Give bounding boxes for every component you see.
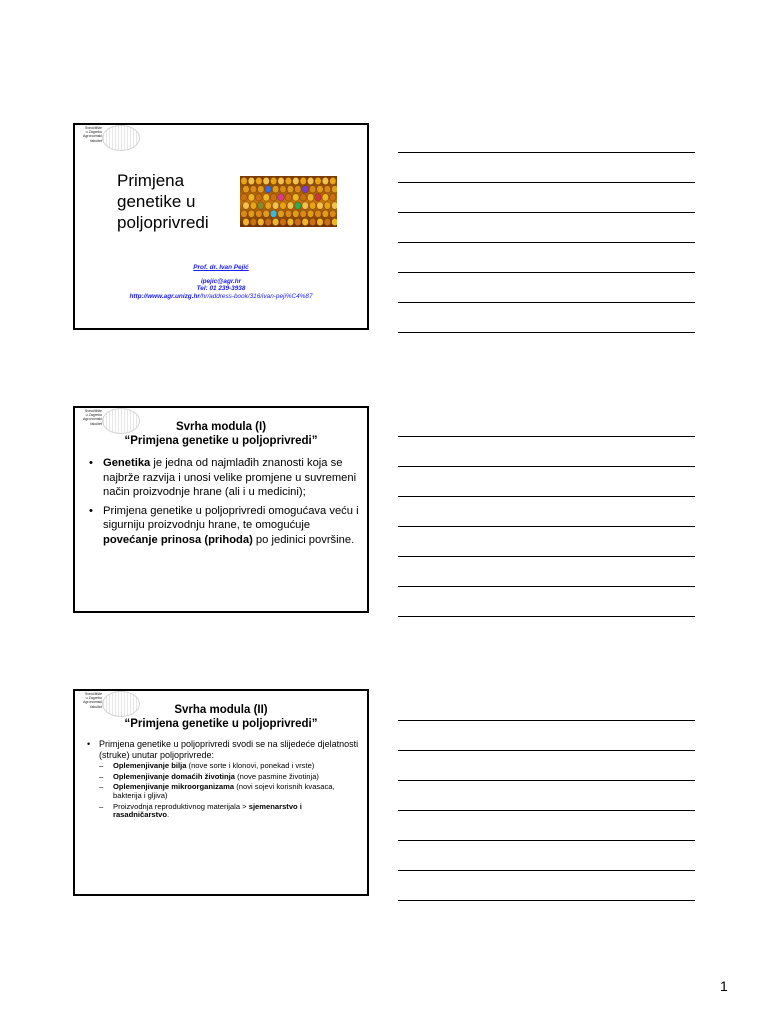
corn-kernel (302, 218, 309, 225)
note-line (398, 242, 695, 243)
heading-line: Svrha modula (I) (175, 421, 267, 433)
note-line (398, 616, 695, 617)
bullet-text: po jedinici površine. (252, 533, 355, 546)
corn-kernel (309, 218, 316, 225)
corn-kernel (330, 210, 337, 217)
corn-kernel (243, 218, 250, 225)
corn-kernel (307, 177, 314, 184)
corn-kernel (293, 194, 300, 201)
title-line: Primjena (117, 171, 185, 190)
bullet-text: je jedna od najmlađih znanosti koja se najbrže razvija i unosi velike promjene u suvremeni način proizvodnje hrane (ali i u medicini); (103, 457, 357, 499)
bullet-bold-text: povećanje prinosa (prihoda) (103, 533, 253, 546)
heading-line: Svrha modula (II) (174, 704, 268, 716)
corn-kernel (330, 177, 337, 184)
note-line (398, 302, 695, 303)
logo-line: Agronomski (83, 417, 102, 422)
corn-kernel (324, 186, 331, 193)
corn-kernel (293, 177, 300, 184)
logo-line: Sveučilište (84, 126, 102, 130)
corn-kernel (263, 177, 270, 184)
sub-item-text: . (167, 810, 170, 820)
corn-kernel (280, 186, 287, 193)
presentation-title (117, 170, 209, 233)
note-line (398, 810, 695, 811)
corn-kernel (324, 218, 331, 225)
note-line (398, 586, 695, 587)
corn-kernel (287, 202, 294, 209)
corn-kernel (332, 202, 338, 209)
corn-kernel (307, 194, 314, 201)
corn-kernel (265, 186, 272, 193)
sub-item (87, 762, 359, 771)
sub-item-bold: Oplemenjivanje bilja (113, 761, 187, 771)
note-line (398, 152, 695, 153)
corn-kernel (241, 194, 248, 201)
sub-item-text: Proizvodnja reproduktivnog materijala > (113, 801, 249, 811)
corn-kernel (309, 186, 316, 193)
sub-item-text: (nove pasmine životinja) (234, 771, 319, 781)
corn-kernel (309, 202, 316, 209)
corn-kernel (332, 186, 338, 193)
note-line (398, 496, 695, 497)
university-logo-text (76, 126, 102, 143)
sub-item (87, 803, 359, 820)
bullet-text: Primjena genetike u poljoprivredi svodi se na slijedeće djelatnosti (struke) unutar poljoprivrede: (99, 739, 359, 760)
corn-kernel (258, 202, 265, 209)
note-line (398, 840, 695, 841)
corn-kernel (295, 202, 302, 209)
corn-kernel (250, 218, 257, 225)
url-domain[interactable]: http://www.agr.unizg.hr (129, 292, 200, 300)
slide-3 (73, 689, 369, 896)
note-line (398, 332, 695, 333)
slide-heading (75, 703, 367, 731)
corn-kernel (322, 177, 329, 184)
url-path[interactable]: /hr/address-book/316/ivan-peji%C4%87 (199, 292, 313, 300)
corn-kernel (270, 194, 277, 201)
note-line (398, 900, 695, 901)
slide-1 (73, 123, 369, 330)
corn-kernel (307, 210, 314, 217)
sub-item-bold: Oplemenjivanje domaćih životinja (113, 771, 235, 781)
logo-line: u Zagrebu (85, 130, 102, 135)
bullet-text: Primjena genetike u poljoprivredi omogućava veću i sigurniju proizvodnju hrane, te omogućuje (103, 504, 359, 532)
corn-kernel (263, 210, 270, 217)
heading-line: “Primjena genetike u poljoprivredi” (124, 718, 318, 730)
title-line: poljoprivredi (117, 213, 209, 232)
note-line (398, 272, 695, 273)
bullet-icon: • (89, 504, 93, 517)
sub-item (87, 783, 359, 800)
corn-kernel (250, 202, 257, 209)
bullet-icon: • (89, 457, 93, 469)
bullet-bold-text: Genetika (103, 457, 151, 469)
corn-kernel (300, 194, 307, 201)
note-line (398, 466, 695, 467)
corn-kernel (285, 194, 292, 201)
corn-kernel (285, 177, 292, 184)
corn-kernel (315, 194, 322, 201)
note-line (398, 212, 695, 213)
corn-kernel (270, 177, 277, 184)
corn-kernel (243, 202, 250, 209)
corn-kernel (278, 210, 285, 217)
corn-kernel (295, 186, 302, 193)
corn-kernel (302, 202, 309, 209)
corn-kernel (280, 202, 287, 209)
corn-kernel (272, 186, 279, 193)
corn-kernel (322, 210, 329, 217)
note-line (398, 780, 695, 781)
dash-icon: – (99, 782, 104, 792)
corn-kernel (324, 202, 331, 209)
logo-line: Agronomski (83, 134, 102, 139)
corn-kernel (315, 177, 322, 184)
dash-icon: – (99, 771, 104, 781)
corn-kernel (272, 202, 279, 209)
corn-kernel (265, 202, 272, 209)
note-line (398, 556, 695, 557)
bullet-icon: • (87, 739, 91, 749)
corn-kernel (270, 210, 277, 217)
author-phone: Tel: 01 239-3938 (196, 285, 246, 293)
corn-kernel (278, 177, 285, 184)
bullet-list (89, 456, 359, 552)
bullet-list (87, 739, 359, 822)
corn-kernel (241, 177, 248, 184)
corn-kernel (248, 194, 255, 201)
logo-line: fakultet (90, 704, 102, 709)
logo-line: Sveučilište (84, 409, 102, 413)
corn-kernel (285, 210, 292, 217)
note-line (398, 750, 695, 751)
logo-line: u Zagrebu (85, 413, 102, 418)
corn-kernel (278, 194, 285, 201)
note-line (398, 720, 695, 721)
note-line (398, 436, 695, 437)
corn-kernel (258, 218, 265, 225)
author-url[interactable] (75, 293, 367, 300)
slide-heading (75, 420, 367, 448)
corn-kernel (243, 186, 250, 193)
corn-kernel (317, 186, 324, 193)
heading-line: “Primjena genetike u poljoprivredi” (124, 435, 318, 447)
logo-line: fakultet (90, 138, 102, 143)
corn-kernels-image (240, 176, 337, 227)
logo-line: Agronomski (83, 700, 102, 705)
logo-line: fakultet (90, 421, 102, 426)
corn-kernel (256, 194, 263, 201)
sub-item-text: (novi sojevi korisnih kvasaca, bakterija i gljiva) (113, 782, 335, 800)
corn-kernel (330, 194, 337, 201)
slide-2 (73, 406, 369, 613)
corn-kernel (258, 186, 265, 193)
sub-item-bold: Oplemenjivanje mikroorganizama (113, 782, 235, 792)
bullet-item (89, 504, 359, 548)
sub-item (87, 773, 359, 782)
author-email[interactable]: ipejic@agr.hr (200, 278, 242, 286)
corn-kernel (300, 210, 307, 217)
dash-icon: – (99, 761, 104, 771)
corn-kernel (256, 210, 263, 217)
corn-kernel (287, 186, 294, 193)
university-seal-icon (102, 125, 140, 151)
corn-kernel (302, 186, 309, 193)
corn-kernel (256, 177, 263, 184)
logo-line: u Zagrebu (85, 696, 102, 701)
corn-kernel (272, 218, 279, 225)
corn-kernel (250, 186, 257, 193)
corn-kernel (300, 177, 307, 184)
corn-kernel (248, 177, 255, 184)
corn-kernel (287, 218, 294, 225)
title-line: genetike u (117, 192, 196, 211)
corn-kernel (263, 194, 270, 201)
corn-kernel (265, 218, 272, 225)
corn-kernel (248, 210, 255, 217)
contact-block (75, 264, 367, 300)
sub-item-text: (nove sorte i klonovi, ponekad i vrste) (186, 761, 315, 771)
logo-line: Sveučilište (84, 692, 102, 696)
corn-kernel (241, 210, 248, 217)
corn-kernel (293, 210, 300, 217)
corn-kernel (317, 218, 324, 225)
corn-kernel (295, 218, 302, 225)
corn-kernel (322, 194, 329, 201)
dash-icon: – (99, 801, 104, 811)
note-line (398, 526, 695, 527)
bullet-item (87, 739, 359, 760)
page-number: 1 (720, 978, 728, 994)
note-line (398, 182, 695, 183)
note-line (398, 870, 695, 871)
corn-kernel (315, 210, 322, 217)
corn-kernel (280, 218, 287, 225)
sub-list (87, 762, 359, 820)
bullet-item (89, 456, 359, 500)
corn-kernel (317, 202, 324, 209)
corn-kernel (332, 218, 338, 225)
sub-item-bold: sjemenarstvo i rasadničarstvo (113, 801, 302, 820)
author-name[interactable]: Prof. dr. Ivan Pejić (193, 264, 249, 271)
